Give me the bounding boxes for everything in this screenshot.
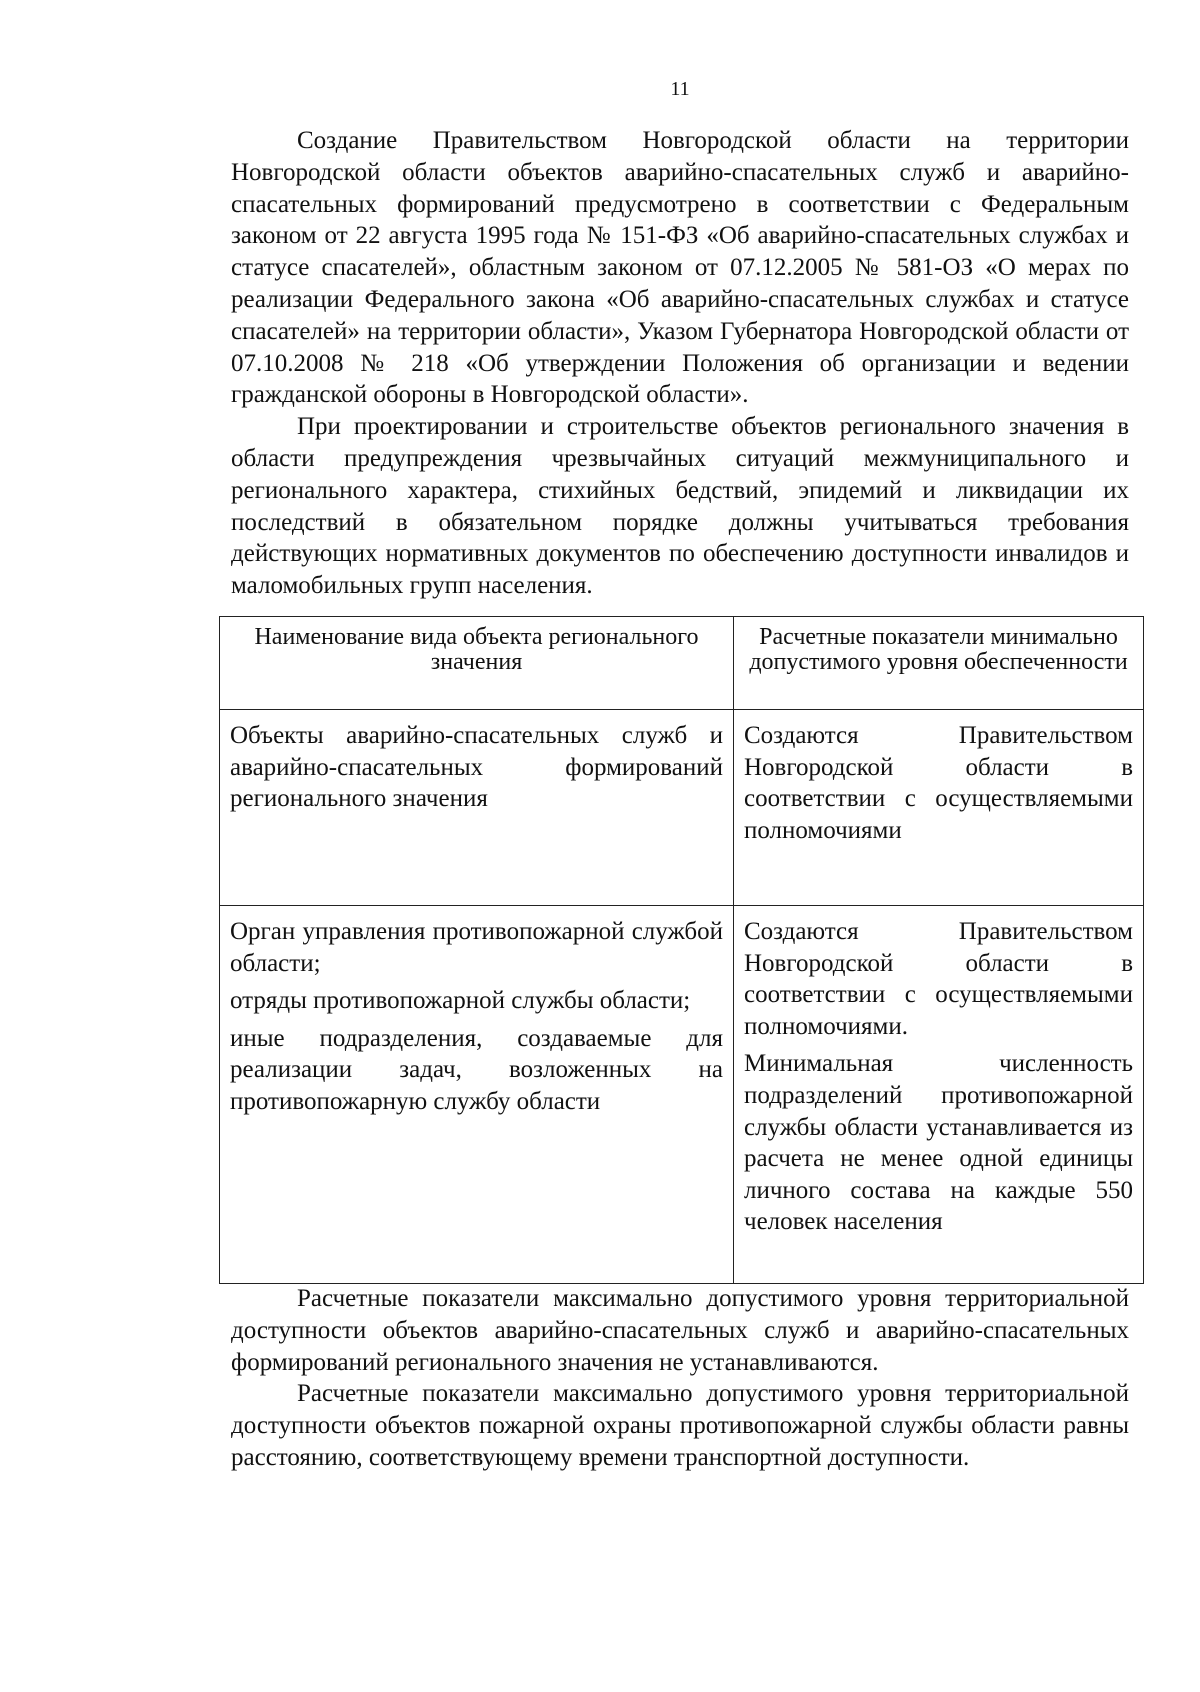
table-row <box>220 710 1144 906</box>
paragraph: Создание Правительством Новгородской области на территории Новгородской области объектов аварийно-спасательных служб и аварийно-спасательных формирований предусмотрено в соответствии с Федеральным законом от 22 августа 1995 года № 151-ФЗ «Об аварийно-спасательных службах и статусе спасателей», областным законом от 07.12.2005 № 581-ОЗ «О мерах по реализации Федерального закона «Об аварийно-спасательных службах и статусе спасателей» на территории области», Указом Губернатора Новгородской области от 07.10.2008 № 218 «Об утверждении Положения об организации и ведении гражданской обороны в Новгородской области». <box>231 127 1129 409</box>
norms-table <box>219 616 1144 1284</box>
table-header-row <box>220 617 1144 710</box>
table-row <box>220 906 1144 1284</box>
cell-text: Создаются Правительством Новгородской области в соответствии с осуществляемыми полномочиями. <box>744 918 1133 1040</box>
cell-text: Орган управления противопожарной службой области; <box>230 918 723 977</box>
paragraph: Расчетные показатели максимально допустимого уровня территориальной доступности объектов аварийно-спасательных служб и аварийно-спасательных формирований регионального значения не устанавливаются. <box>231 1285 1129 1376</box>
cell-text: иные подразделения, создаваемые для реализации задач, возложенных на противопожарную службу области <box>230 1024 723 1115</box>
paragraph: Расчетные показатели максимально допустимого уровня территориальной доступности объектов пожарной охраны противопожарной службы области равны расстоянию, соответствующему времени транспортной доступности. <box>231 1380 1129 1471</box>
indicator-cell <box>734 906 1144 1284</box>
header-indicator: Расчетные показатели минимально допустимого уровня обеспеченности <box>734 617 1144 710</box>
header-object-type: Наименование вида объекта регионального значения <box>220 617 734 710</box>
cell-text: Создаются Правительством Новгородской области в соответствии с осуществляемыми полномочиями <box>744 722 1133 844</box>
object-type-cell <box>220 710 734 906</box>
cell-text: отряды противопожарной службы области; <box>230 987 691 1015</box>
object-type-cell <box>220 906 734 1284</box>
closing-text <box>231 1283 1129 1474</box>
page-number: 11 <box>670 78 690 100</box>
paragraph: При проектировании и строительстве объектов регионального значения в области предупреждения чрезвычайных ситуаций межмуниципального и регионального характера, стихийных бедствий, эпидемий и ликвидации их последствий в обязательном порядке должны учитываться требования действующих нормативных документов по обеспечению доступности инвалидов и маломобильных групп населения. <box>231 413 1129 600</box>
intro-text <box>231 125 1129 602</box>
indicator-cell <box>734 710 1144 906</box>
cell-text: Объекты аварийно-спасательных служб и аварийно-спасательных формирований регионального значения <box>230 722 723 813</box>
cell-text: Минимальная численность подразделений противопожарной службы области устанавливается из расчета не менее одной единицы личного состава на каждые 550 человек населения <box>744 1050 1133 1236</box>
